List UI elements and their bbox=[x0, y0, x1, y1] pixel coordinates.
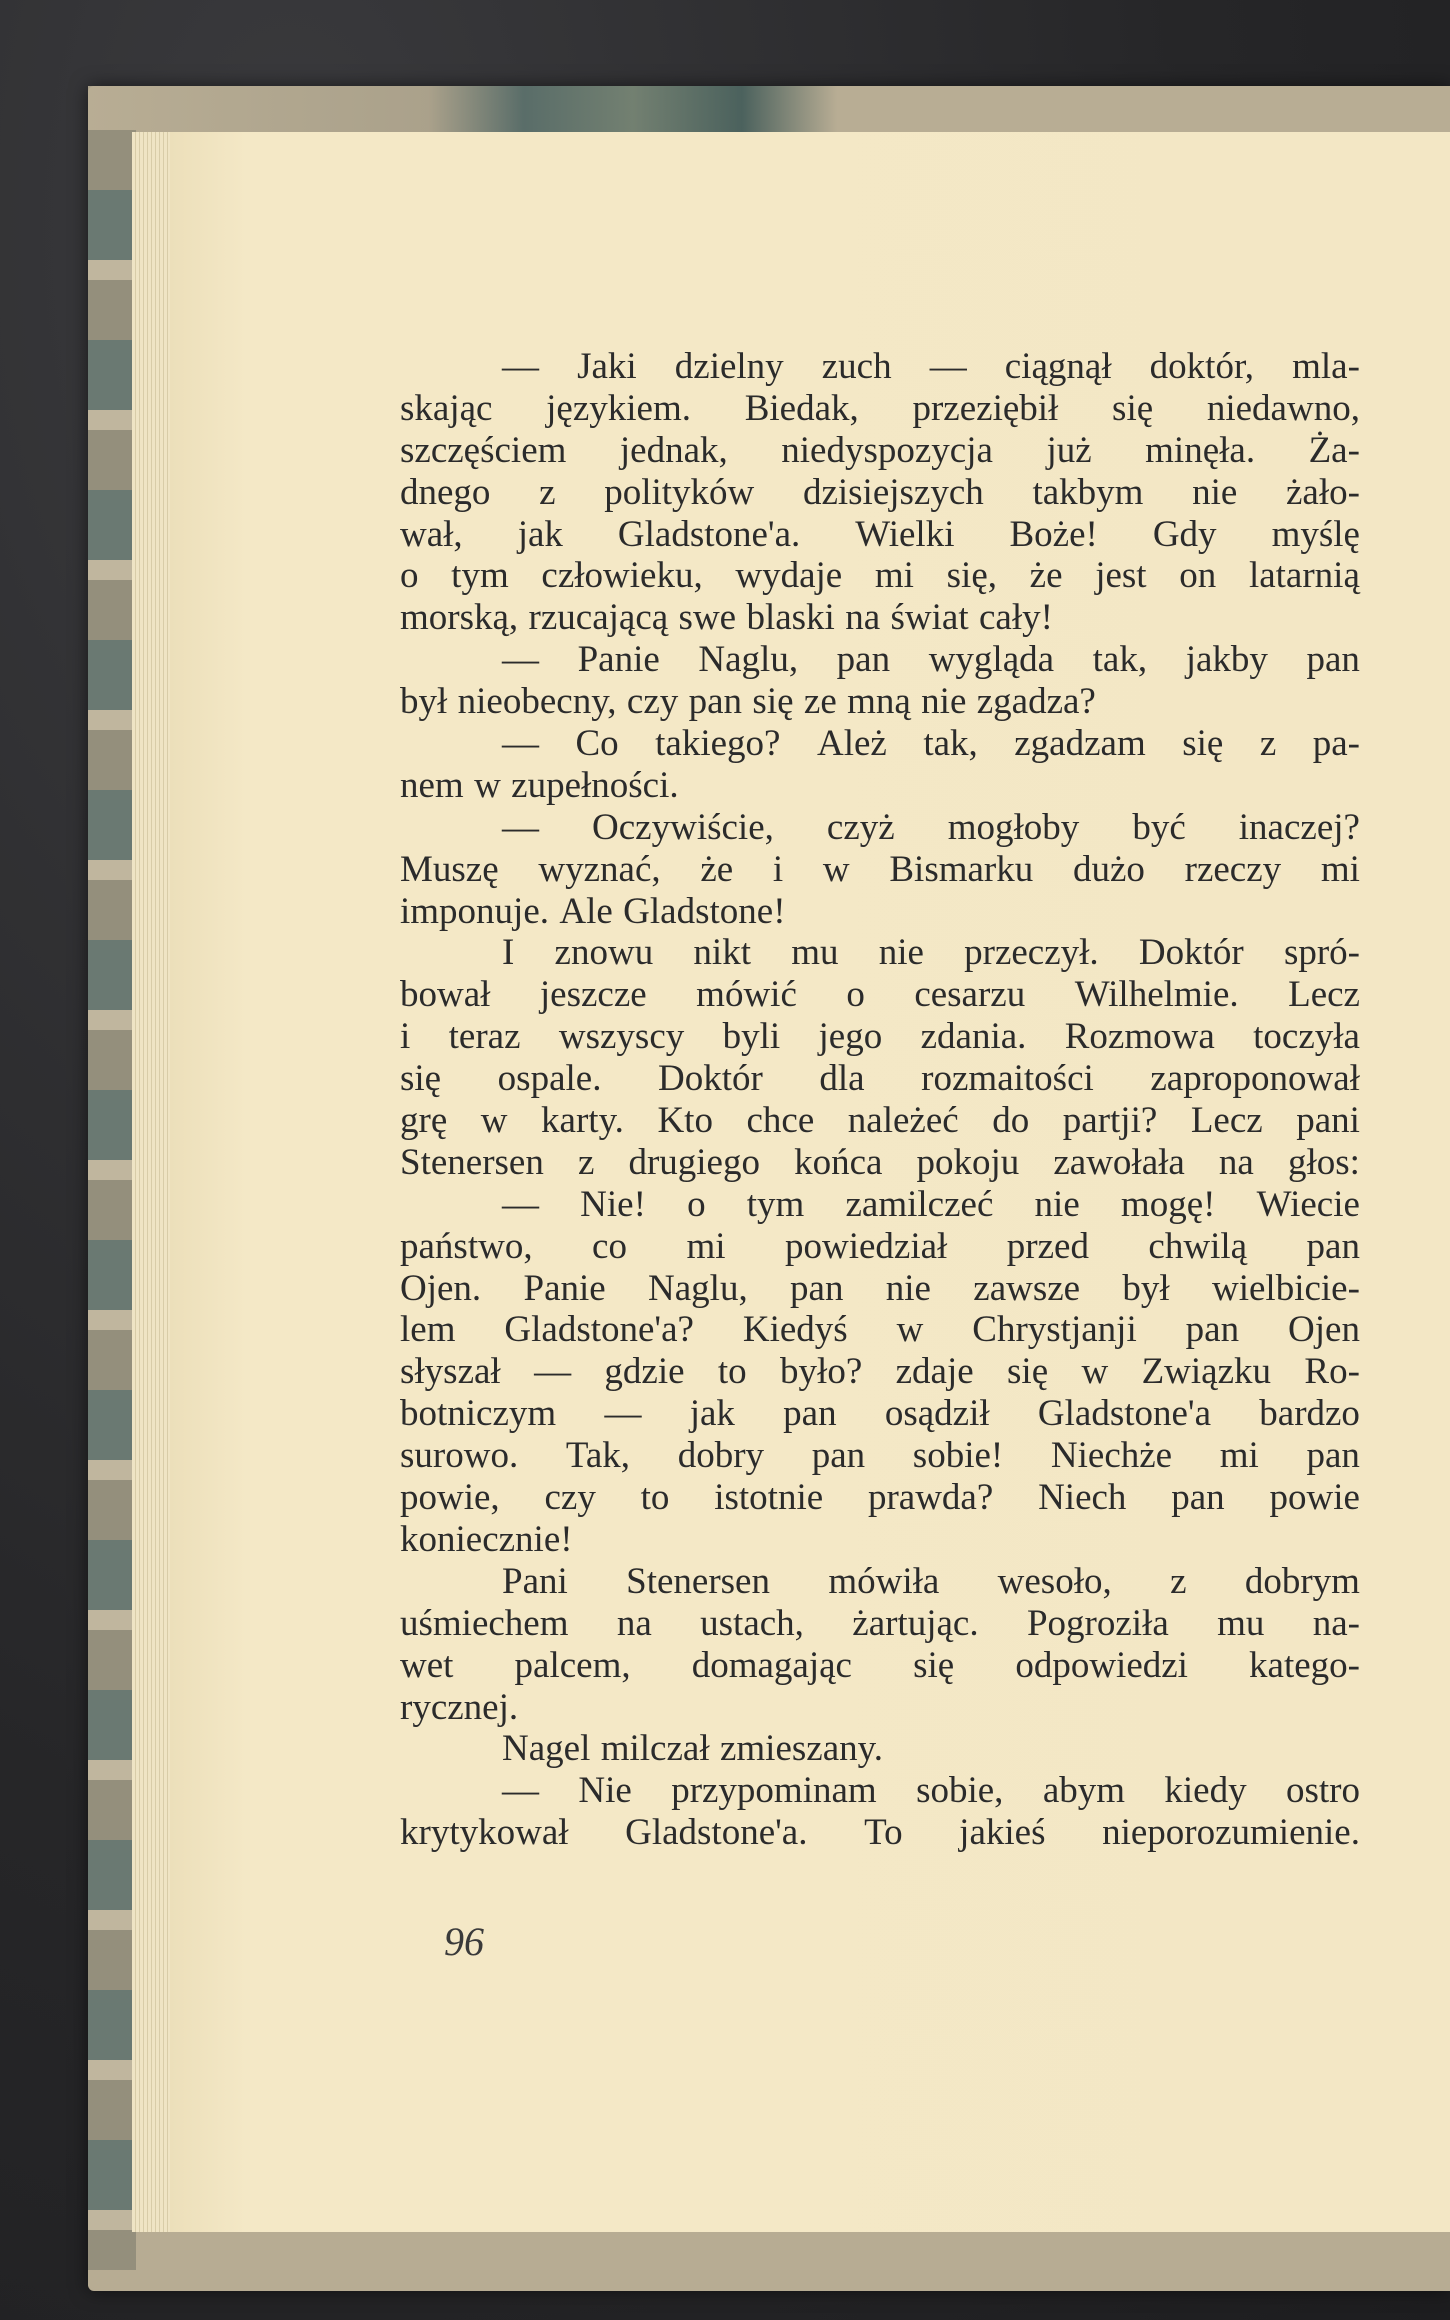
text-line: botniczym — jak pan osądził Gladstone'a bardzo bbox=[400, 1393, 1360, 1435]
text-line: był nieobecny, czy pan się ze mną nie zgadza? bbox=[400, 681, 1096, 723]
text-line: wet palcem, domagając się odpowiedzi katego- bbox=[400, 1644, 1360, 1686]
text-line: się ospale. Doktór dla rozmaitości zaproponował bbox=[400, 1058, 1360, 1100]
text-line: — Co takiego? Ależ tak, zgadzam się z pa- bbox=[502, 723, 1360, 765]
text-line: Pani Stenersen mówiła wesoło, z dobrym bbox=[502, 1560, 1360, 1602]
text-line: Stenersen z drugiego końca pokoju zawołała na głos: bbox=[400, 1141, 1360, 1183]
text-line: — Nie przypominam sobie, abym kiedy ostro bbox=[502, 1770, 1360, 1812]
text-line: grę w karty. Kto chce należeć do partji? Lecz pani bbox=[400, 1100, 1360, 1142]
text-line: i teraz wszyscy byli jego zdania. Rozmowa toczyła bbox=[400, 1016, 1360, 1058]
text-line: o tym człowieku, wydaje mi się, że jest on latarnią bbox=[400, 555, 1360, 597]
text-line: Muszę wyznać, że i w Bismarku dużo rzeczy mi bbox=[400, 848, 1360, 890]
text-line: lem Gladstone'a? Kiedyś w Chrystjanji pan Ojen bbox=[400, 1309, 1360, 1351]
text-line: imponuje. Ale Gladstone! bbox=[400, 890, 786, 932]
text-line: nem w zupełności. bbox=[400, 764, 679, 806]
text-line: krytykował Gladstone'a. To jakieś nieporozumienie. bbox=[400, 1812, 1360, 1854]
text-line: bował jeszcze mówić o cesarzu Wilhelmie. Lecz bbox=[400, 974, 1360, 1016]
text-line: I znowu nikt mu nie przeczył. Doktór spró- bbox=[502, 932, 1360, 974]
text-line: koniecznie! bbox=[400, 1518, 573, 1560]
text-line: dnego z polityków dzisiejszych takbym nie żało- bbox=[400, 471, 1360, 513]
text-line: szczęściem jednak, niedyspozycja już minęła. Ża- bbox=[400, 429, 1360, 471]
text-line: wał, jak Gladstone'a. Wielki Boże! Gdy myślę bbox=[400, 513, 1360, 555]
text-line: słyszał — gdzie to było? zdaje się w Związku Ro- bbox=[400, 1351, 1360, 1393]
text-line: państwo, co mi powiedział przed chwilą pan bbox=[400, 1225, 1360, 1267]
text-line: surowo. Tak, dobry pan sobie! Niechże mi pan bbox=[400, 1435, 1360, 1477]
text-line: — Oczywiście, czyż mogłoby być inaczej? bbox=[502, 806, 1360, 848]
text-line: — Jaki dzielny zuch — ciągnął doktór, mla- bbox=[502, 346, 1360, 387]
text-line: — Panie Naglu, pan wygląda tak, jakby pan bbox=[502, 639, 1360, 681]
text-line: uśmiechem na ustach, żartując. Pogroziła mu na- bbox=[400, 1602, 1360, 1644]
cover-top-band bbox=[88, 86, 1450, 132]
text-line: — Nie! o tym zamilczeć nie mogę! Wiecie bbox=[502, 1183, 1360, 1225]
text-line: powie, czy to istotnie prawda? Niech pan powie bbox=[400, 1477, 1360, 1519]
text-line: skając językiem. Biedak, przeziębił się niedawno, bbox=[400, 387, 1360, 429]
body-text bbox=[400, 346, 1360, 1854]
cover-left-edge bbox=[88, 130, 136, 2270]
text-line: morską, rzucającą swe blaski na świat cały! bbox=[400, 597, 1053, 639]
page-number: 96 bbox=[444, 1919, 484, 1964]
page-edges bbox=[132, 132, 172, 2232]
text-line: Ojen. Panie Naglu, pan nie zawsze był wielbicie- bbox=[400, 1267, 1360, 1309]
text-line: rycznej. bbox=[400, 1686, 519, 1728]
text-line: Nagel milczał zmieszany. bbox=[502, 1728, 883, 1770]
